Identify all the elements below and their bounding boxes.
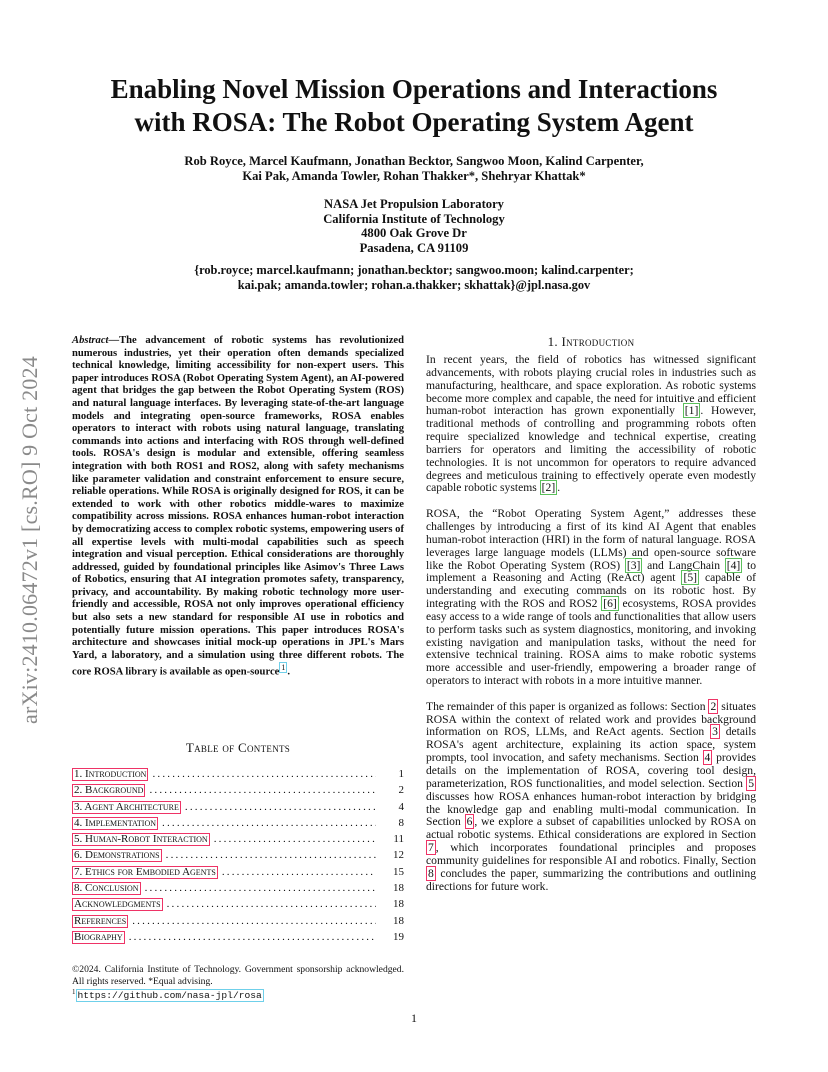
toc-leader-dots — [145, 880, 376, 896]
author-list — [80, 154, 748, 184]
toc-entry[interactable] — [72, 864, 404, 880]
text-run: situates ROSA within the context of related work and provides background information on ROS, LLMs, and ReAct agents. Section — [426, 699, 756, 739]
abstract-end: . — [287, 666, 291, 678]
copyright-note: ©2024. California Institute of Technology. Government sponsorship acknowledged. All rights reserved. *Equal advising. — [72, 964, 404, 987]
section-link[interactable]: 6 — [466, 815, 473, 829]
page-number: 1 — [411, 1011, 417, 1025]
text-run: details ROSA's agent architecture, explaining its action space, system prompts, tool invocation, and safety mechanisms. Section — [426, 725, 756, 765]
toc-entry[interactable] — [72, 799, 404, 815]
toc-entry[interactable] — [72, 913, 404, 929]
toc-entry[interactable] — [72, 847, 404, 863]
affiliation-line-4: Pasadena, CA 91109 — [359, 240, 469, 255]
toc-leader-dots — [152, 766, 376, 782]
text-run: capable of understanding and executing commands on its robotic host. By integrating with the ROS and ROS2 — [426, 571, 756, 611]
toc-title: Table of Contents — [185, 740, 291, 755]
toc-leader-dots — [167, 896, 376, 912]
toc-entry-link[interactable]: Biography — [74, 930, 123, 943]
abstract-lead: Abstract — [72, 335, 109, 346]
citation-link[interactable]: [3] — [626, 558, 641, 572]
abstract-dash: — — [108, 335, 120, 346]
section-link[interactable]: 8 — [428, 866, 434, 880]
affiliation-line-3: 4800 Oak Grove Dr — [361, 226, 467, 240]
toc-entry[interactable] — [72, 815, 404, 831]
citation-link[interactable]: [1] — [684, 404, 699, 418]
section-link[interactable]: 5 — [748, 776, 754, 790]
toc-page-number: 19 — [393, 930, 404, 943]
footnote-mark: 1 — [72, 988, 76, 997]
toc-entry[interactable] — [72, 929, 404, 945]
citation-link[interactable]: [2] — [541, 481, 556, 495]
citation-link[interactable]: [5] — [683, 571, 698, 585]
toc-leader-dots — [166, 847, 376, 863]
text-run: , which incorporates foundational principles and proposes community guidelines for responsible AI and robotics. Finally, Section — [426, 841, 756, 867]
github-link[interactable]: https://github.com/nasa-jpl/rosa — [77, 990, 262, 1002]
toc-page-number: 18 — [393, 882, 404, 895]
affiliation-line-1: NASA Jet Propulsion Laboratory — [324, 197, 504, 211]
title-line-1: Enabling Novel Mission Operations and Interactions — [110, 74, 718, 104]
toc-entry[interactable] — [72, 831, 404, 847]
toc-entry-link[interactable]: 5. Human-Robot Interaction — [74, 833, 208, 846]
introduction-body — [426, 354, 756, 906]
toc-page-number: 15 — [393, 865, 404, 878]
citation-link[interactable]: [4] — [726, 558, 741, 572]
toc-leader-dots — [214, 831, 376, 847]
section-link[interactable]: 3 — [712, 725, 718, 739]
citation-link[interactable]: [6] — [603, 597, 617, 611]
footnote — [72, 964, 404, 1002]
abstract-text: The advancement of robotic systems has revolutionized numerous industries, yet their operation often demands specialized technical knowledge, limiting accessibility for non-expert users. This paper introduces ROSA (Robot Operating System Agent), an AI-powered agent that bridges the gap between the Robot Operating System (ROS) and natural language interfaces. By leveraging state-of-the-art language models and integrating open-source frameworks, ROSA enables operators to interact with robots using natural language, translating commands into actions and interfacing with ROS through well-defined tools. ROSA's design is modular and extensible, offering seamless integration with both ROS1 and ROS2, along with safety mechanisms like parameter validation and constraint enforcement to ensure secure, reliable operations. While ROSA is originally designed for ROS, it can be extended to work with other robotics middle-wares to maximize compatibility across missions. ROSA enhances human-robot interaction by democratizing access to complex robotic systems, empowering users of all expertise levels with multi-modal capabilities such as speech integration and visual perception. Ethical considerations are thoroughly addressed, guided by foundational principles like Asimov's Three Laws of Robotics, ensuring that AI integration promotes safety, transparency, privacy, and accountability. By making robotic technology more user-friendly and accessible, ROSA not only improves operational efficiency but also sets a new standard for responsible AI use in robotics and potentially future mission operations. This paper introduces ROSA's architecture and showcases initial mock-up operations in JPL's Mars Yard, a laboratory, and a simulation using three different robots. The core ROSA library is available as open-source — [72, 335, 404, 678]
section-heading-introduction: 1. Introduction — [547, 334, 635, 349]
authors-line-1: Rob Royce, Marcel Kaufmann, Jonathan Becktor, Sangwoo Moon, Kalind Carpenter, — [184, 154, 644, 168]
toc-entry[interactable] — [72, 766, 404, 782]
text-run: . However, traditional methods of controlling and programming robots often require specialized knowledge and technical expertise, creating barriers for operators and limiting the accessibility of robotic technologies. It is not uncommon for operators to require advanced degrees and meticulous training to effectively operate even modestly capable robotic systems — [426, 404, 756, 495]
text-run: , we explore a subset of capabilities unlocked by ROSA on actual robotic systems. Ethical considerations are explored in Section — [426, 815, 756, 842]
text-run: ecosystems, ROSA provides easy access to a wide range of tools and functionalities that allow users to perform tasks such as system diagnostics, monitoring, and invoking existing navigation and manipulation tasks, without the need for extensive technical training. ROSA aims to make robotic systems more accessible and user-friendly, empowering a broader range of operators to interact with robots in a more intuitive manner. — [426, 597, 756, 688]
toc-entry-link[interactable]: Acknowledgments — [74, 898, 161, 911]
toc-entry-link[interactable]: 2. Background — [74, 784, 144, 797]
text-run: provides details on the implementation of ROSA, covering tool design, parameterization, ROS functionalities, and model selection. Section — [426, 751, 756, 790]
toc-entry[interactable] — [72, 896, 404, 912]
toc-entry[interactable] — [72, 782, 404, 798]
toc-page-number: 11 — [393, 833, 404, 846]
toc-page-number: 2 — [398, 784, 404, 797]
section-link[interactable]: 7 — [428, 841, 434, 855]
arxiv-side-stamp: arXiv:2410.06472v1 [cs.RO] 9 Oct 2024 — [17, 356, 42, 724]
paper-title — [60, 73, 768, 139]
affiliation-line-2: California Institute of Technology — [323, 211, 505, 226]
toc-page-number: 4 — [398, 800, 404, 813]
toc-page-number: 18 — [393, 898, 404, 911]
toc-leader-dots — [185, 799, 376, 815]
toc-leader-dots — [149, 782, 376, 798]
toc-page-number: 8 — [398, 816, 404, 829]
authors-line-2: Kai Pak, Amanda Towler, Rohan Thakker*, Shehryar Khattak* — [242, 169, 586, 183]
toc-entry-link[interactable]: 3. Agent Architecture — [74, 800, 179, 813]
emails-line-1: {rob.royce; marcel.kaufmann; jonathan.becktor; sangwoo.moon; kalind.carpenter; — [194, 263, 634, 277]
text-run: concludes the paper, summarizing the contributions and outlining directions for future work. — [426, 866, 756, 893]
toc-entry-link[interactable]: 4. Implementation — [74, 816, 157, 829]
abstract — [72, 335, 404, 680]
toc-leader-dots — [222, 864, 376, 880]
toc-entry-link[interactable]: 8. Conclusion — [74, 882, 139, 895]
toc-leader-dots — [162, 815, 376, 831]
toc-leader-dots — [129, 929, 376, 945]
text-run: ROSA, the “Robot Operating System Agent,” addresses these challenges by introducing a first of its kind AI Agent that enables human-robot interaction (HRI) in the form of natural language. ROSA leverages large language models (LLMs) and open-source software like the Robot Operating System (ROS) — [426, 507, 756, 572]
toc-page-number: 1 — [398, 768, 404, 780]
footnote-link-1[interactable]: 1 — [281, 663, 286, 673]
emails-line-2: kai.pak; amanda.towler; rohan.a.thakker; skhattak}@jpl.nasa.gov — [237, 278, 591, 292]
toc-leader-dots — [132, 913, 376, 929]
text-run: In recent years, the field of robotics has witnessed significant advancements, with robots playing crucial roles in industries such as manufacturing, healthcare, and space exploration. As robotic systems become more complex and capable, the need for intuitive and efficient human-robot interaction has grown exponentially — [426, 353, 756, 418]
section-link[interactable]: 4 — [704, 751, 711, 765]
section-link[interactable]: 2 — [710, 699, 717, 713]
intro-paragraph-3 — [426, 701, 756, 894]
affiliation — [150, 197, 678, 255]
footnote-url-line — [72, 987, 404, 1002]
toc-entry-link[interactable]: 6. Demonstrations — [74, 849, 160, 862]
text-run: and LangChain — [642, 558, 725, 572]
text-run: . — [557, 481, 561, 495]
author-emails — [60, 263, 768, 293]
toc-entry-link[interactable]: 7. Ethics for Embodied Agents — [74, 865, 216, 878]
toc-entry[interactable] — [72, 880, 404, 896]
text-run: The remainder of this paper is organized as follows: Section — [426, 699, 709, 713]
toc-entry-link[interactable]: References — [74, 914, 127, 927]
table-of-contents — [72, 766, 404, 945]
text-run: to implement a Reasoning and Acting (ReAct) agent — [426, 558, 756, 585]
toc-entry-link[interactable]: 1. Introduction — [74, 768, 147, 780]
title-line-2: with ROSA: The Robot Operating System Agent — [134, 107, 694, 137]
intro-paragraph-2 — [426, 508, 756, 688]
toc-page-number: 18 — [393, 914, 404, 927]
toc-page-number: 12 — [393, 849, 404, 862]
intro-paragraph-1 — [426, 354, 756, 495]
text-run: discusses how ROSA enhances human-robot interaction by bridging the knowledge gap and enabling multi-modal communication. In Section — [426, 789, 756, 829]
